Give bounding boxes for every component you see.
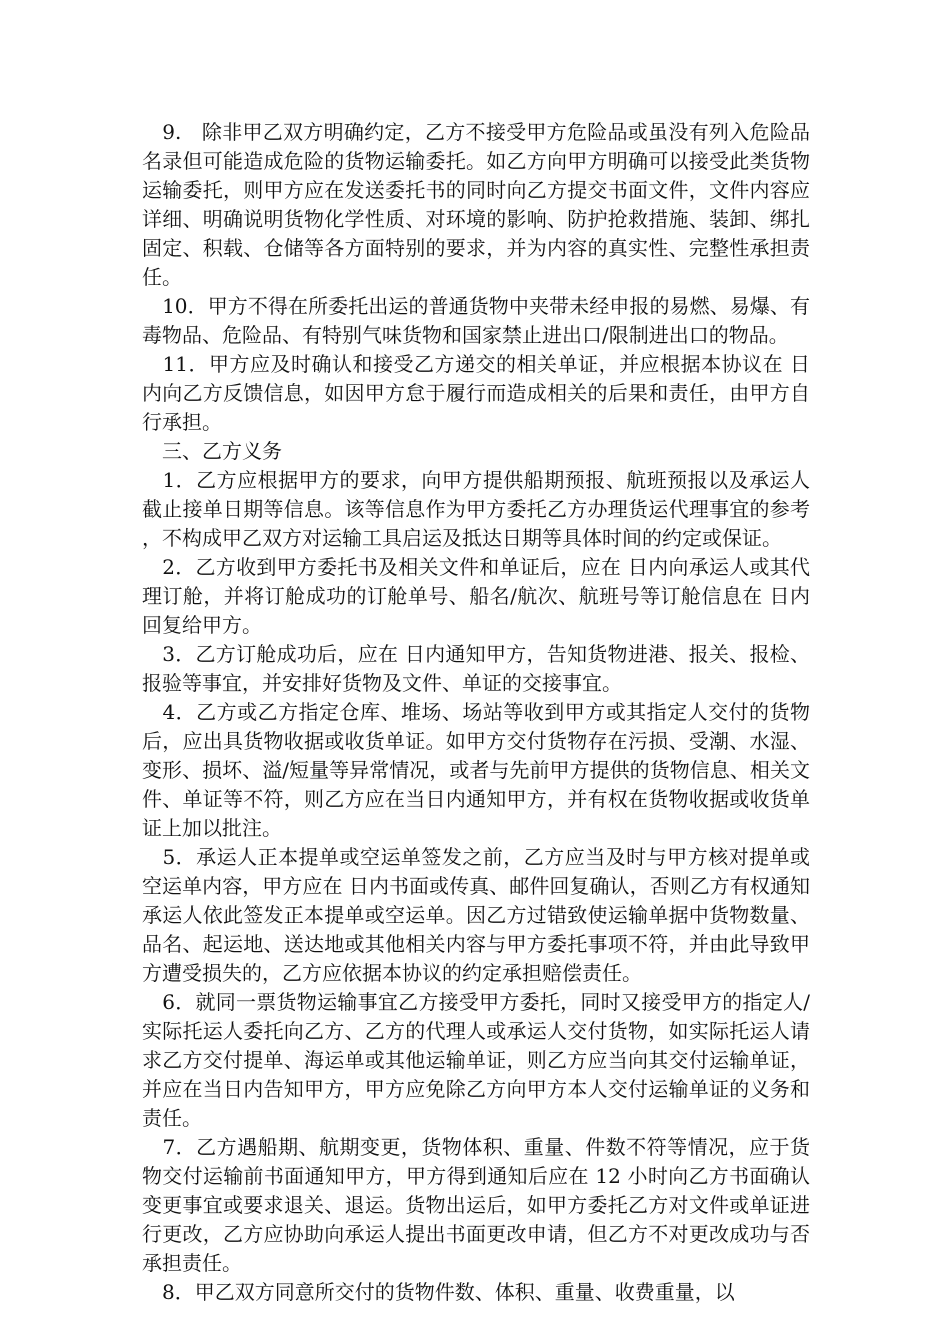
party-b-clause-8-paragraph: 8．甲乙双方同意所交付的货物件数、体积、重量、收费重量，以 — [142, 1280, 735, 1304]
party-b-clause-2-paragraph: 2．乙方收到甲方委托书及相关文件和单证后，应在 日内向承运人或其代理订舱，并将订舱成功的订舱单号、船名/航次、航班号等订舱信息在 日内回复给甲方。 — [142, 555, 810, 637]
clause-10-paragraph: 10．甲方不得在所委托出运的普通货物中夹带未经申报的易燃、易爆、有毒物品、危险品、有特别气味货物和国家禁止进出口/限制进出口的物品。 — [142, 294, 810, 347]
party-b-clause-7-paragraph: 7．乙方遇船期、航期变更，货物体积、重量、件数不符等情况，应于货物交付运输前书面通知甲方，甲方得到通知后应在 12 小时向乙方书面确认变更事宜或要求退关、退运。货物出运后，如甲方委托乙方对文件或单证进行更改，乙方应协助向承运人提出书面更改申请，但乙方不对更改成功与否承担责任。 — [142, 1135, 810, 1275]
party-b-clause-4-paragraph: 4．乙方或乙方指定仓库、堆场、场站等收到甲方或其指定人交付的货物后，应出具货物收据或收货单证。如甲方交付货物存在污损、受潮、水湿、变形、损坏、溢/短量等异常情况，或者与先前甲方提供的货物信息、相关文件、单证等不符，则乙方应在当日内通知甲方，并有权在货物收据或收货单证上加以批注。 — [142, 700, 810, 840]
party-b-clause-6-paragraph: 6．就同一票货物运输事宜乙方接受甲方委托，同时又接受甲方的指定人/实际托运人委托向乙方、乙方的代理人或承运人交付货物，如实际托运人请求乙方交付提单、海运单或其他运输单证，则乙方应当向其交付运输单证，并应在当日内告知甲方，甲方应免除乙方向甲方本人交付运输单证的义务和责任。 — [142, 990, 810, 1130]
party-b-clause-1-paragraph: 1．乙方应根据甲方的要求，向甲方提供船期预报、航班预报以及承运人截止接单日期等信息。该等信息作为甲方委托乙方办理货运代理事宜的参考，不构成甲乙双方对运输工具启运及抵达日期等具体时间的约定或保证。 — [142, 468, 810, 550]
party-b-clause-5-paragraph: 5．承运人正本提单或空运单签发之前，乙方应当及时与甲方核对提单或空运单内容，甲方应在 日内书面或传真、邮件回复确认，否则乙方有权通知承运人依此签发正本提单或空运单。因乙方过错致使运输单据中货物数量、品名、起运地、送达地或其他相关内容与甲方委托事项不符，并由此导致甲方遭受损失的，乙方应依据本协议的约定承担赔偿责任。 — [142, 845, 810, 985]
party-b-clause-3-paragraph: 3．乙方订舱成功后，应在 日内通知甲方，告知货物进港、报关、报检、报验等事宜，并安排好货物及文件、单证的交接事宜。 — [142, 642, 810, 695]
clause-9-paragraph: 9. 除非甲乙双方明确约定，乙方不接受甲方危险品或虽没有列入危险品名录但可能造成危险的货物运输委托。如乙方向甲方明确可以接受此类货物运输委托，则甲方应在发送委托书的同时向乙方提交书面文件，文件内容应详细、明确说明货物化学性质、对环境的影响、防护抢救措施、装卸、绑扎固定、积载、仓储等各方面特别的要求，并为内容的真实性、完整性承担责任。 — [142, 120, 810, 289]
document-page — [142, 118, 810, 1307]
section-heading-party-b-obligations: 三、乙方义务 — [142, 439, 282, 463]
clause-11-paragraph: 11．甲方应及时确认和接受乙方递交的相关单证，并应根据本协议在 日内向乙方反馈信息，如因甲方怠于履行而造成相关的后果和责任，由甲方自行承担。 — [142, 352, 810, 434]
